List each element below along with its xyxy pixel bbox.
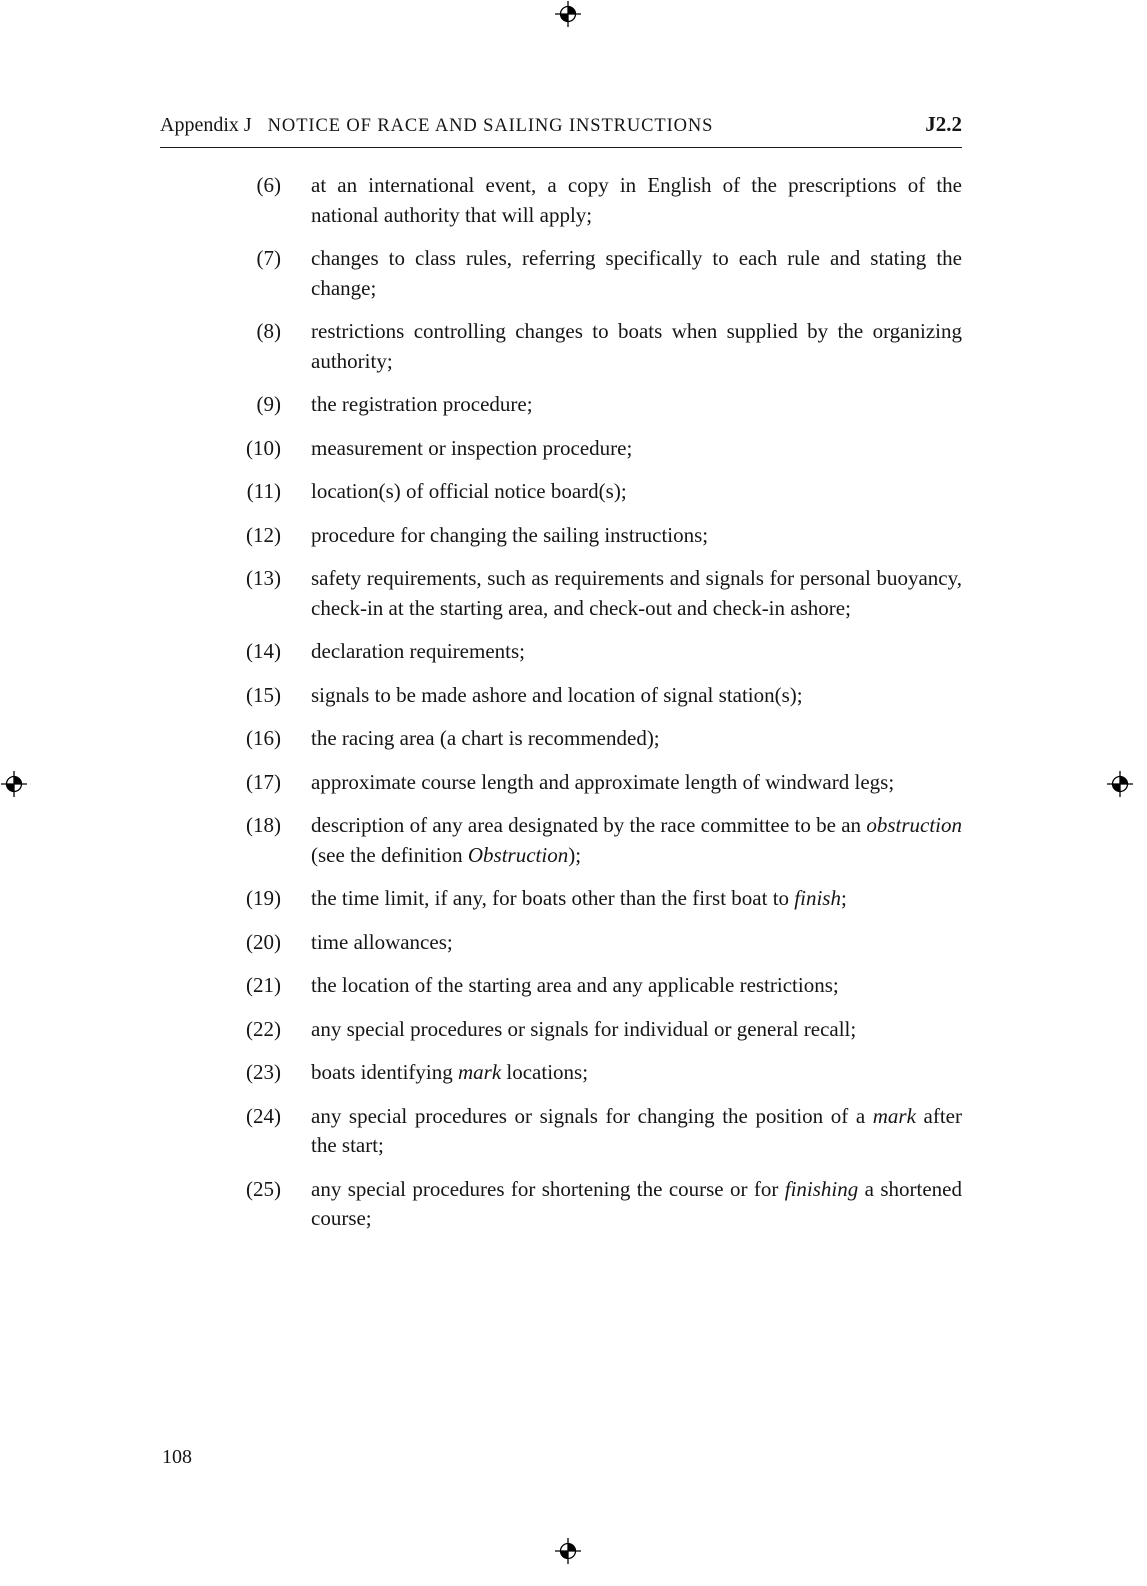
item-number: (18) [246,813,281,837]
page-content [160,112,962,1248]
item-text: procedure for changing the sailing instructions; [311,522,709,547]
header-left-group [160,114,713,137]
page-number: 108 [162,1446,192,1468]
list-item [160,1058,962,1088]
list-item [160,434,962,464]
item-text: at an international event, a copy in English of the prescriptions of the national authority that will apply; [311,173,962,227]
item-text: any special procedures or signals for changing the position of a mark after the start; [311,1103,962,1157]
running-header [160,112,962,148]
list-item [160,811,962,870]
item-number: (19) [246,886,281,910]
list-item [160,637,962,667]
item-text: restrictions controlling changes to boats when supplied by the organizing authority; [311,319,962,373]
item-text: boats identifying mark locations; [311,1060,589,1084]
list-item [160,971,962,1001]
item-text: the registration procedure; [311,392,533,416]
registration-mark-top-icon [554,0,582,28]
header-appendix-label: Appendix J [160,114,252,136]
list-item [160,390,962,420]
list-item [160,1015,962,1045]
instruction-list [160,171,962,1234]
item-number: (10) [246,435,281,460]
list-item [160,244,962,303]
registration-mark-right-icon [1106,770,1134,798]
list-item [160,564,962,623]
list-item [160,768,962,798]
item-number: (7) [256,246,281,270]
item-number: (21) [246,973,281,997]
list-item [160,477,962,507]
item-text: safety requirements, such as requirements and signals for personal buoyancy, check-in at the starting area, and check-out and check-in ashore; [311,566,962,620]
item-number: (16) [246,726,281,750]
item-number: (23) [246,1060,281,1084]
item-number: (15) [246,682,281,707]
item-text: description of any area designated by the race committee to be an obstruction (see the definition Obstruction); [311,813,962,867]
item-number: (25) [246,1176,281,1201]
item-number: (17) [246,769,281,794]
header-title: NOTICE OF RACE AND SAILING INSTRUCTIONS [267,116,714,136]
item-number: (14) [246,639,281,663]
item-number: (13) [246,566,281,590]
item-text: any special procedures for shortening the course or for finishing a shortened course; [311,1176,962,1230]
registration-mark-bottom-icon [554,1537,582,1565]
header-section-number: J2.2 [925,112,962,136]
item-text: signals to be made ashore and location of signal station(s); [311,682,803,707]
item-number: (8) [256,319,281,343]
item-number: (22) [246,1016,281,1041]
list-item [160,1175,962,1234]
list-item [160,171,962,230]
item-number: (6) [256,173,281,197]
item-text: location(s) of official notice board(s); [311,479,627,503]
item-number: (20) [246,929,281,954]
list-item [160,928,962,958]
list-item [160,884,962,914]
list-item [160,521,962,551]
item-number: (24) [246,1103,281,1128]
item-text: the location of the starting area and any applicable restrictions; [311,973,839,997]
list-item [160,724,962,754]
item-text: changes to class rules, referring specifically to each rule and stating the change; [311,246,962,300]
item-number: (12) [246,522,281,547]
registration-mark-left-icon [0,770,28,798]
item-number: (9) [256,392,281,416]
item-text: declaration requirements; [311,639,525,663]
item-text: the time limit, if any, for boats other than the first boat to finish; [311,886,847,910]
list-item [160,1102,962,1161]
item-text: the racing area (a chart is recommended); [311,726,660,750]
list-item [160,317,962,376]
item-text: time allowances; [311,929,453,954]
item-number: (11) [246,479,281,503]
item-text: approximate course length and approximate length of windward legs; [311,769,895,794]
item-text: measurement or inspection procedure; [311,435,633,460]
item-text: any special procedures or signals for individual or general recall; [311,1016,857,1041]
list-item [160,681,962,711]
